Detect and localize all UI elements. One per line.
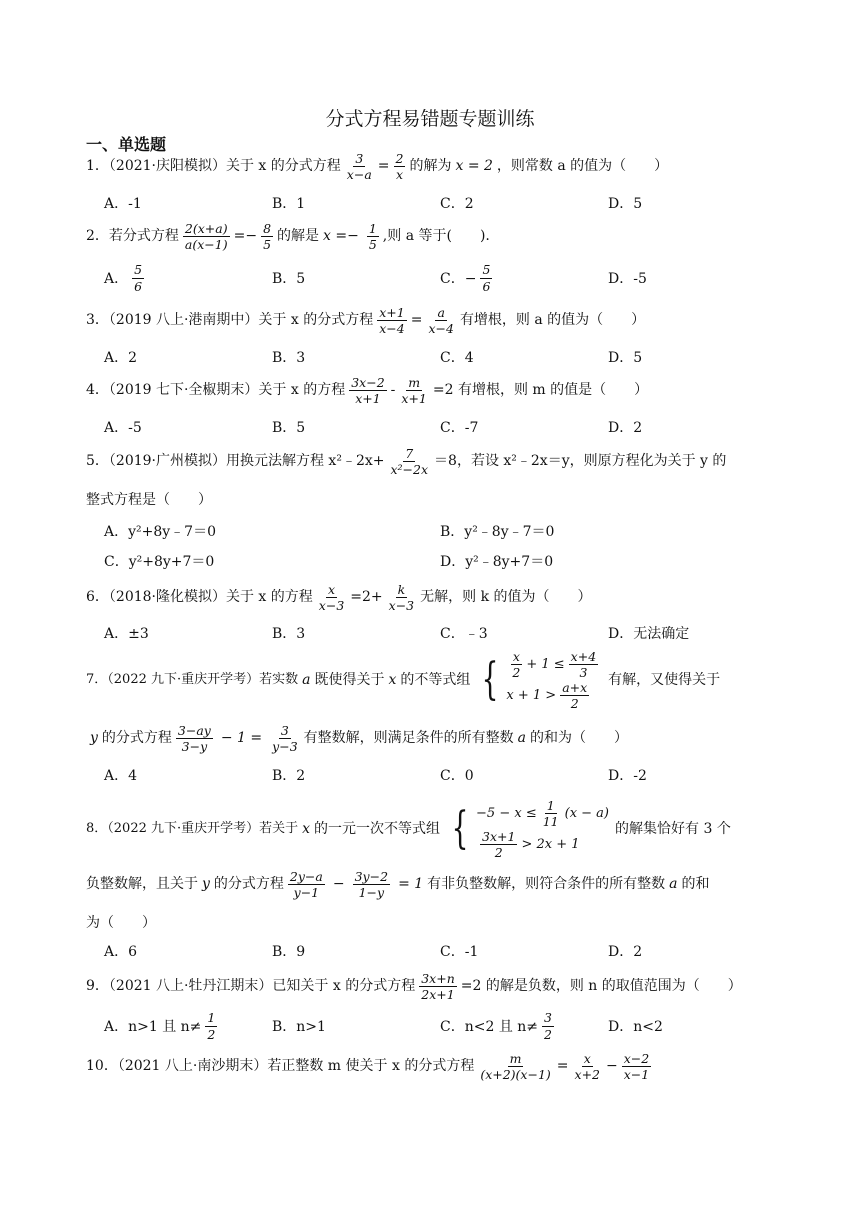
question-10: 10．（2021 八上·南沙期末）若正整数 m 使关于 x 的分式方程 $\frac{m}{(x+2)(x-1)}$ = $\frac{x}{x+2}$ − $\frac{x-2}{x-1}$ [86, 1051, 650, 1083]
question-9: 9．（2021 八上·牡丹江期末）已知关于 x 的分式方程 $\frac{3x+n}{2x+1}$ =2 的解是负数，则 n 的取值范围为（ ） [86, 971, 742, 1003]
fraction: $\frac{3x+n}{2x+1}$ [421, 971, 455, 1003]
option-d[interactable]: D．-5 [608, 271, 647, 287]
option-b[interactable]: B．3 [272, 350, 306, 366]
option-a[interactable]: A．2 [104, 350, 138, 366]
option-b[interactable]: B．1 [272, 196, 306, 212]
option-d[interactable]: D．5 [608, 196, 643, 212]
options-6 [104, 621, 784, 645]
option-b[interactable]: B．5 [272, 420, 306, 436]
options-5-row1 [104, 519, 784, 543]
option-b[interactable]: B．y²﹣8y﹣7＝0 [440, 524, 555, 540]
option-c[interactable]: C．y²+8y+7＝0 [104, 554, 215, 570]
fraction: $\frac{x}{x+2}$ [574, 1051, 601, 1083]
option-c[interactable]: C．﹣3 [440, 626, 488, 642]
options-8 [104, 939, 784, 963]
question-8: 8．（2022 九下·重庆开学考）若关于 x 的一元一次不等式组 { −5 − x ≤ $\frac{1}{11}$ (x − a) $\frac{3x+1}{2}$ > 2x + 1 的解集恰好有 3 个 [86, 798, 731, 861]
option-b[interactable]: B．5 [272, 271, 306, 287]
inequality-system: { −5 − x ≤ $\frac{1}{11}$ (x − a) $\frac{3x+1}{2}$ > 2x + 1 [451, 798, 610, 861]
section-heading: 一、单选题 [86, 135, 167, 154]
fraction: $\frac{2}{x}$ [395, 151, 404, 183]
options-9 [104, 1010, 784, 1042]
question-8-continued: 负整数解，且关于 y 的分式方程 $\frac{2y-a}{y-1}$ − $\frac{3y-2}{1-y}$ = 1 有非负整数解，则符合条件的所有整数 a 的和 [86, 869, 710, 901]
question-3: 3．（2019 八上·港南期中）关于 x 的分式方程 $\frac{x+1}{x-4}$ = $\frac{a}{x-4}$ 有增根，则 a 的值为（ ） [86, 305, 646, 337]
fraction: $\frac{2y-a}{y-1}$ [289, 869, 323, 901]
options-5-row2 [104, 549, 784, 573]
option-a[interactable]: A．-5 [104, 420, 142, 436]
question-6: 6．（2018·隆化模拟）关于 x 的方程 $\frac{x}{x-3}$ =2+ $\frac{k}{x-3}$ 无解，则 k 的值为（ ） [86, 582, 592, 614]
option-b[interactable]: B．2 [272, 768, 306, 784]
option-d[interactable]: D．y²﹣8y+7＝0 [440, 554, 554, 570]
question-2: 2．若分式方程 $\frac{2(x+a)}{a(x-1)}$ =− $\frac{8}{5}$ 的解是 x =− $\frac{1}{5}$ ,则 a 等于( ). [86, 221, 490, 253]
question-7-continued: y 的分式方程 $\frac{3-ay}{3-y}$ − 1 = $\frac{3}{y-3}$ 有整数解，则满足条件的所有整数 a 的和为（ ） [90, 723, 629, 755]
question-4: 4．（2019 七下·全椒期末）关于 x 的方程 $\frac{3x-2}{x+1}$ - $\frac{m}{x+1}$ =2 有增根，则 m 的值是（ ） [86, 375, 649, 407]
options-1 [104, 191, 784, 215]
question-8-line3: 为（ ） [86, 915, 156, 931]
fraction: $\frac{7}{\text{x²−2x}}$ [390, 446, 429, 478]
option-a[interactable]: A．-1 [104, 196, 142, 212]
option-d[interactable]: D．n<2 [608, 1019, 663, 1035]
option-b[interactable]: B．n>1 [272, 1019, 326, 1035]
option-d[interactable]: D．5 [608, 350, 643, 366]
question-1: 1．（2021·庆阳模拟）关于 x 的分式方程 $\frac{3}{x-a}$ = $\frac{2}{x}$ 的解为 x = 2 ，则常数 a 的值为（ ） [86, 151, 669, 183]
option-c[interactable]: C．0 [440, 768, 474, 784]
fraction: $\frac{1}{5}$ [368, 221, 377, 253]
fraction: $\frac{x}{x-3}$ [318, 582, 345, 614]
option-d[interactable]: D．-2 [608, 768, 647, 784]
fraction: $\frac{x-2}{x-1}$ [623, 1051, 650, 1083]
fraction: $\frac{x+1}{x-4}$ [379, 305, 405, 337]
fraction: $\frac{2(x+a)}{a(x-1)}$ [184, 221, 228, 253]
fraction: $\frac{3-ay}{3-y}$ [177, 723, 211, 755]
fraction: $\frac{8}{5}$ [263, 221, 272, 253]
fraction: $\frac{3}{y-3}$ [272, 723, 298, 755]
options-4 [104, 415, 784, 439]
option-d[interactable]: D．无法确定 [608, 626, 690, 642]
fraction: $\frac{m}{x+1}$ [401, 375, 427, 407]
option-c[interactable]: C．n<2 且 n≠ $\frac{3}{2}$ [440, 1010, 552, 1042]
question-5: 5．（2019·广州模拟）用换元法解方程 x²﹣2x+ $\frac{7}{\text{x²−2x}}$ ＝8，若设 x²﹣2x＝y，则原方程化为关于 y 的 [86, 446, 727, 478]
fraction: $\frac{3}{x-a}$ [346, 151, 372, 183]
fraction: $\frac{k}{x-3}$ [388, 582, 415, 614]
option-a[interactable]: A．4 [104, 768, 138, 784]
question-7: 7．（2022 九下·重庆开学考）若实数 a 既使得关于 x 的不等式组 { $\frac{x}{2}$ + 1 ≤ $\frac{x+4}{3}$ x + 1 > $\frac{a+x}{2}$ 有解，又使得关于 [86, 649, 721, 712]
option-a[interactable]: A．±3 [104, 626, 149, 642]
option-a[interactable]: A．y²+8y﹣7＝0 [104, 524, 216, 540]
question-5-continued: 整式方程是（ ） [86, 492, 212, 508]
option-b[interactable]: B．9 [272, 944, 306, 960]
fraction: $\frac{3x-2}{x+1}$ [351, 375, 385, 407]
option-c[interactable]: C．4 [440, 350, 474, 366]
option-c[interactable]: C．− $\frac{5}{6}$ [440, 262, 491, 294]
options-2 [104, 262, 784, 294]
option-d[interactable]: D．2 [608, 420, 643, 436]
document-title: 分式方程易错题专题训练 [325, 108, 535, 130]
option-a[interactable]: A．6 [104, 944, 138, 960]
option-b[interactable]: B．3 [272, 626, 306, 642]
fraction: $\frac{m}{(x+2)(x-1)}$ [480, 1051, 551, 1083]
option-d[interactable]: D．2 [608, 944, 643, 960]
option-c[interactable]: C．2 [440, 196, 474, 212]
options-3 [104, 345, 784, 369]
option-a[interactable]: A． $\frac{5}{6}$ [104, 262, 143, 294]
inequality-system: { $\frac{x}{2}$ + 1 ≤ $\frac{x+4}{3}$ x + 1 > $\frac{a+x}{2}$ [481, 649, 597, 712]
fraction: $\frac{a}{x-4}$ [428, 305, 454, 337]
option-a[interactable]: A．n>1 且 n≠ $\frac{1}{2}$ [104, 1010, 216, 1042]
options-7 [104, 763, 784, 787]
option-c[interactable]: C．-7 [440, 420, 479, 436]
option-c[interactable]: C．-1 [440, 944, 479, 960]
fraction: $\frac{3y-2}{1-y}$ [354, 869, 389, 901]
